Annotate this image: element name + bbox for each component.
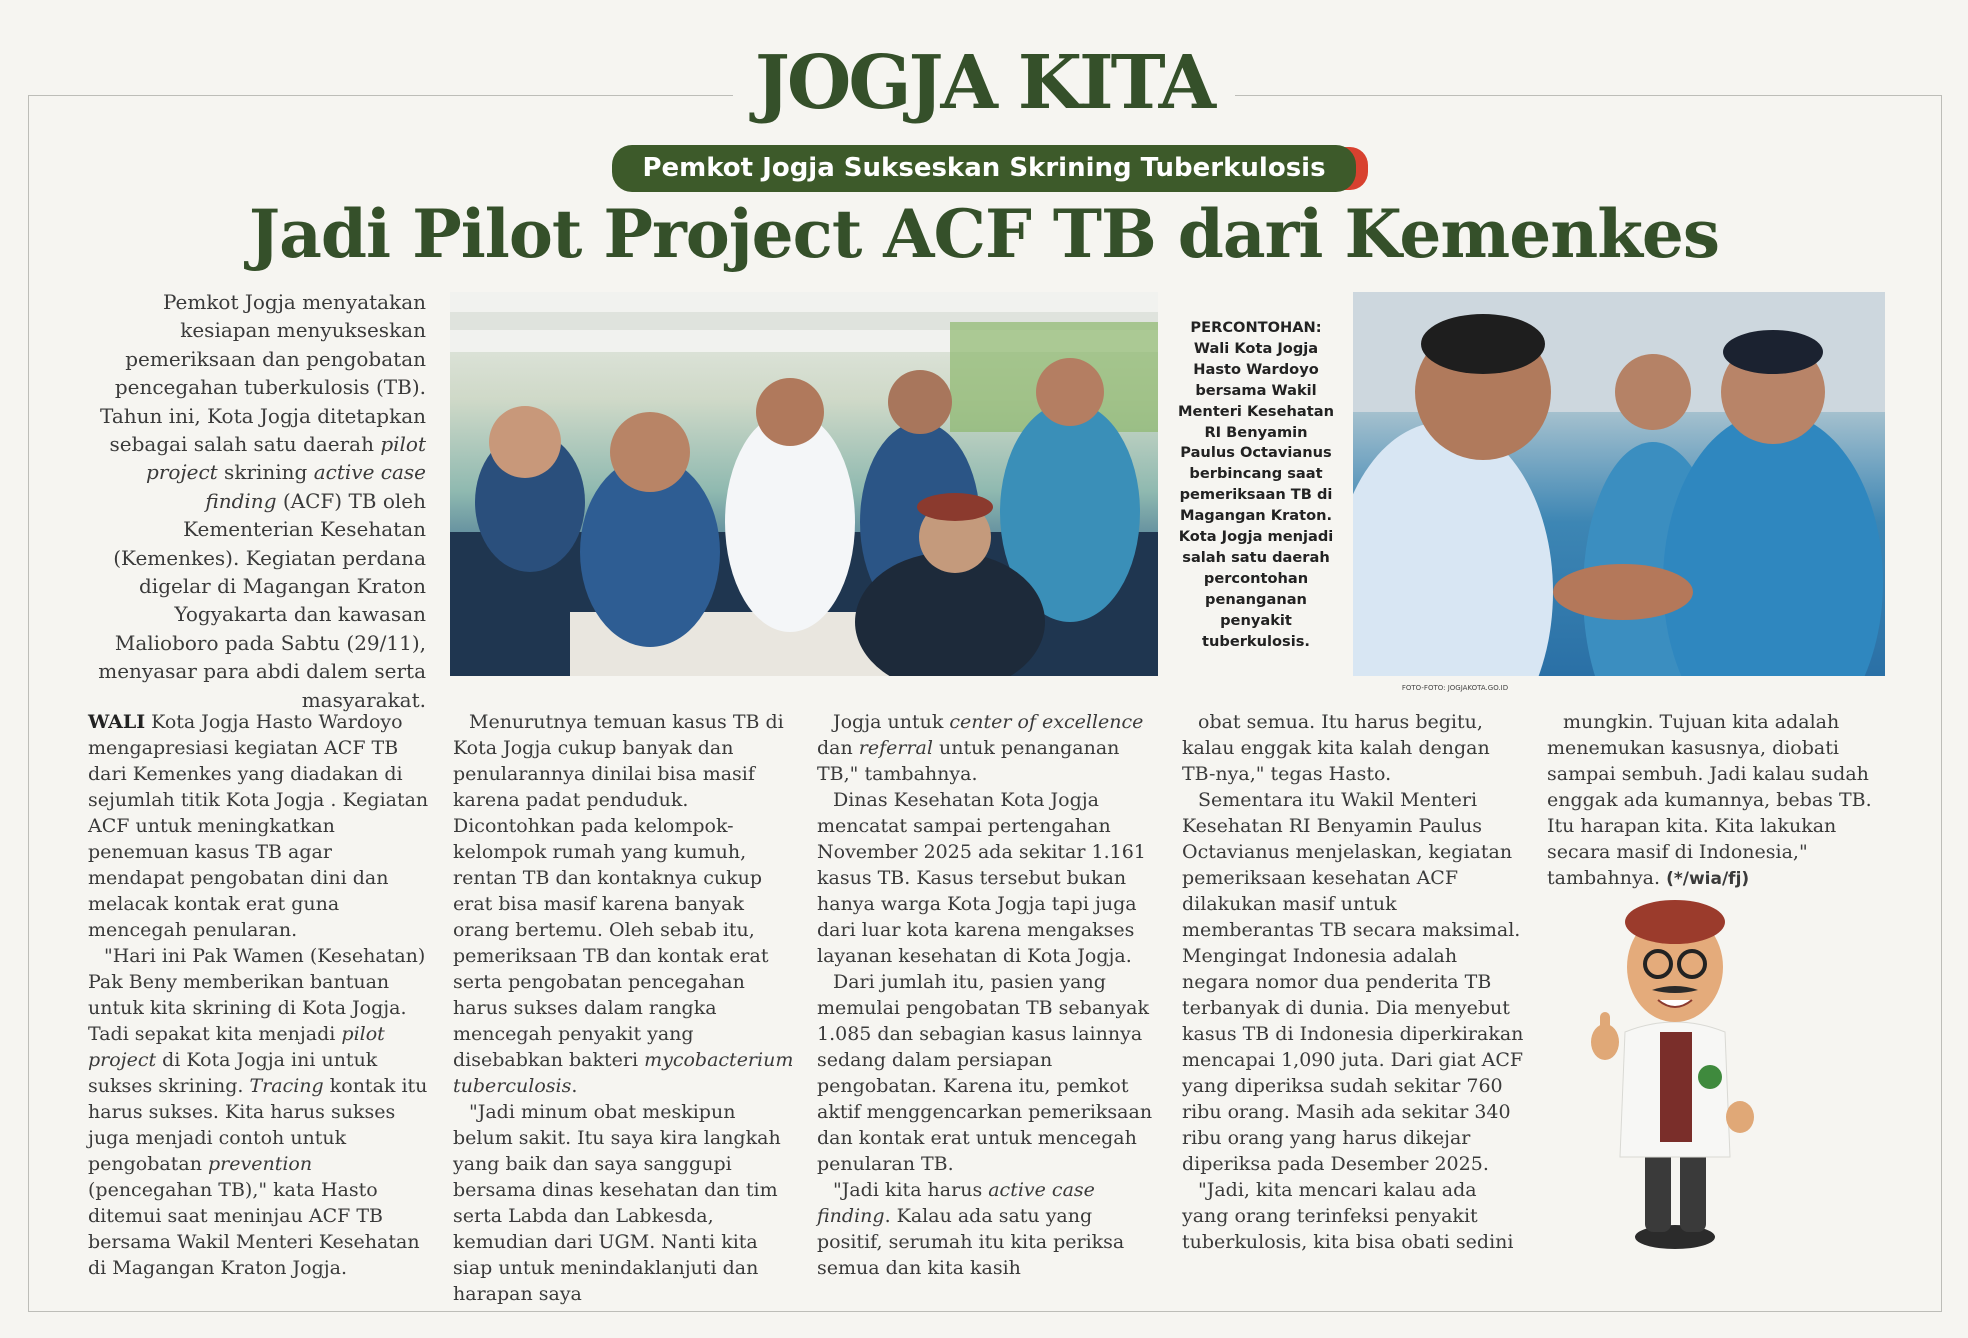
masthead (0, 38, 1968, 128)
photo-officials (1353, 292, 1885, 676)
text-run: Sementara itu Wakil Menteri Kesehatan RI Benyamin Paulus Octavianus menjelaskan, kegiatan pemeriksaan kesehatan ACF dilakukan masif untuk memberantas TB secara maksimal. Mengingat Indonesia adalah negara nomor dua penderita TB terbanyak di dunia. Dia menyebut kasus TB di Indonesia diperkirakan mencapai 1,090 juta. Dari giat ACF yang diperiksa sudah sekitar 760 ribu orang. Masih ada sekitar 340 ribu orang yang harus dikejar diperiksa pada Desember 2025. (1182, 789, 1524, 1175)
photo-caption: PERCONTOHAN: Wali Kota Jogja Hasto Wardoyo bersama Wakil Menteri Kesehatan RI Benyamin Paulus Octavianus berbincang saat pemeriksaan TB di Magangan Kraton. Kota Jogja menjadi salah satu daerah percontohan penanganan penyakit tuberkulosis. (1178, 319, 1334, 650)
italic-term: center of excellence (949, 711, 1144, 733)
article-column-2 (453, 709, 797, 1307)
italic-term: prevention (207, 1153, 313, 1175)
article-paragraph (453, 709, 797, 1099)
text-run: obat semua. Itu harus begitu, kalau enggak kita kalah dengan TB-nya," tegas Hasto. (1182, 711, 1490, 785)
text-run: "Hari ini Pak Wamen (Kesehatan) Pak Beny memberikan bantuan untuk kita skrining di Kota Jogja. Tadi sepakat kita menjadi (88, 945, 426, 1045)
text-run: Menurutnya temuan kasus TB di Kota Jogja cukup banyak dan penularannya dinilai bisa masif karena padat penduduk. Dicontohkan pada kelompok-kelompok rumah yang kumuh, rentan TB dan kontaknya cukup erat bisa masif karena banyak orang bertemu. Oleh sebab itu, pemeriksaan TB dan kontak erat serta pengobatan pencegahan harus sukses dalam rangka mencegah penyakit yang disebabkan bakteri (453, 711, 784, 1071)
article-column-3 (817, 709, 1161, 1281)
kicker-wrap (0, 145, 1968, 192)
italic-term: Tracing (249, 1075, 324, 1097)
text-run: Kota Jogja Hasto Wardoyo mengapresiasi kegiatan ACF TB dari Kemenkes yang diadakan di sejumlah titik Kota Jogja . Kegiatan ACF untuk meningkatkan penemuan kasus TB agar mendapat pengobatan dini dan melacak kontak erat guna mencegah penularan. (88, 711, 429, 941)
photo-officials-art (1353, 292, 1885, 676)
text-run: . (571, 1075, 578, 1097)
headline: Jadi Pilot Project ACF TB dari Kemenkes (248, 195, 1720, 273)
text-run: mungkin. Tujuan kita adalah menemukan kasusnya, diobati sampai sembuh. Jadi kalau sudah enggak ada kumannya, bebas TB. Itu harapan kita. Kita lakukan secara masif di Indonesia," tambahnya. (1547, 711, 1872, 889)
text-run: (pencegahan TB)," kata Hasto ditemui saat meninjau ACF TB bersama Wakil Menteri Kesehatan di Magangan Kraton Jogja. (88, 1179, 420, 1279)
text-run: . Kalau ada satu yang positif, serumah itu kita periksa semua dan kita kasih (817, 1205, 1125, 1279)
italic-term: pilot project (88, 1023, 385, 1071)
article-paragraph (1182, 1177, 1526, 1255)
article-paragraph (817, 969, 1161, 1177)
italic-term: active case finding (817, 1179, 1095, 1227)
article-column-4 (1182, 709, 1526, 1255)
kicker-pill: Pemkot Jogja Sukseskan Skrining Tuberkulosis (612, 145, 1355, 192)
text-run: Dari jumlah itu, pasien yang memulai pengobatan TB sebanyak 1.085 dan sebagian kasus lainnya sedang dalam persiapan pengobatan. Karena itu, pemkot aktif menggencarkan pemeriksaan dan kontak erat untuk mencegah penularan TB. (817, 971, 1153, 1175)
article-paragraph (1182, 709, 1526, 787)
photo-screening-art (450, 292, 1158, 676)
italic-term: pilot project (146, 432, 426, 485)
article-paragraph (453, 1099, 797, 1307)
article-paragraph (817, 709, 1161, 787)
text-run: di Kota Jogja ini untuk sukses skrining. (88, 1049, 378, 1097)
article-paragraph (88, 943, 432, 1281)
text-run: Pemkot Jogja menyatakan kesiapan menyukseskan pemeriksaan dan pengobatan pencegahan tuberkulosis (TB). Tahun ini, Kota Jogja ditetapkan sebagai salah satu daerah (100, 290, 426, 457)
lead-paragraph (90, 288, 426, 714)
text-run: dan (817, 737, 859, 759)
photo-credit: FOTO-FOTO: JOGJAKOTA.GO.ID (1401, 684, 1509, 692)
article-paragraph (817, 787, 1161, 969)
text-run: kontak itu harus sukses. Kita harus sukses juga menjadi contoh untuk pengobatan (88, 1075, 428, 1175)
text-run: "Jadi minum obat meskipun belum sakit. Itu saya kira langkah yang baik dan saya sanggupi bersama dinas kesehatan dan tim serta Labda dan Labkesda, kemudian dari UGM. Nanti kita siap untuk menindaklanjuti dan harapan saya (453, 1101, 781, 1305)
text-run: untuk penanganan TB," tambahnya. (817, 737, 1120, 785)
text-run: Dinas Kesehatan Kota Jogja mencatat sampai pertengahan November 2025 ada sekitar 1.161 kasus TB. Kasus tersebut bukan hanya warga Kota Jogja tapi juga dari luar kota karena mengakses layanan kesehatan di Kota Jogja. (817, 789, 1146, 967)
article-paragraph (1182, 787, 1526, 1177)
dateline-cap: WALI (88, 711, 146, 733)
masthead-title: JOGJA KITA (733, 38, 1235, 128)
article-column-1 (88, 709, 432, 1281)
text-run: skrining (217, 460, 314, 485)
article-column-5 (1547, 709, 1891, 892)
byline-initials: (*/wia/fj) (1666, 869, 1750, 889)
health-mascot-illustration (1590, 892, 1760, 1257)
text-run: Jogja untuk (833, 711, 950, 733)
photo-screening (450, 292, 1158, 676)
italic-term: referral (858, 737, 933, 759)
article-paragraph (88, 709, 432, 943)
text-run: "Jadi kita harus (833, 1179, 989, 1201)
article-paragraph (817, 1177, 1161, 1281)
text-run: "Jadi, kita mencari kalau ada yang orang terinfeksi penyakit tuberkulosis, kita bisa obati sedini (1182, 1179, 1514, 1253)
italic-term: active case finding (205, 460, 426, 513)
text-run: (ACF) TB oleh Kementerian Kesehatan (Kemenkes). Kegiatan perdana digelar di Magangan Kraton Yogyakarta dan kawasan Malioboro pada Sabtu (29/11), menyasar para abdi dalem serta masyarakat. (98, 488, 426, 712)
italic-term: mycobacterium tuberculosis (453, 1049, 794, 1097)
article-paragraph (1547, 709, 1891, 892)
